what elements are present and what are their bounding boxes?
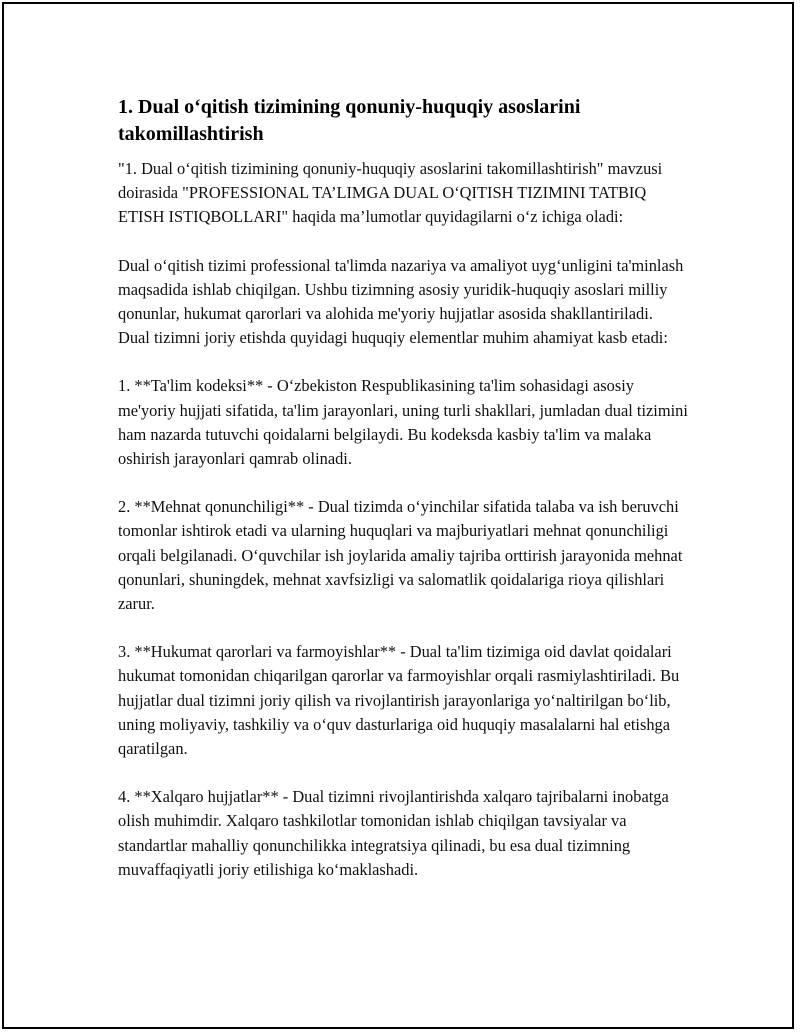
list-item-labor-law: 2. **Mehnat qonunchiligi** - Dual tizimda o‘yinchilar sifatida talaba va ish beruvchi tomonlar ishtirok etadi va ularning huquqlari va majburiyatlari mehnat qonunchiligi orqali belgilanadi. O‘quvchilar ish joylarida amaliy tajriba orttirish jarayonida mehnat qonunlari, shuningdek, mehnat xavfsizligi va salomatlik qoidalariga rioya qilishlari zarur. [118, 497, 683, 614]
list-item-government-decrees: 3. **Hukumat qarorlari va farmoyishlar** - Dual ta'lim tizimiga oid davlat qoidalari hukumat tomonidan chiqarilgan qarorlar va farmoyishlar orqali rasmiylashtiriladi. Bu hujjatlar dual tizimni joriy qilish va rivojlantirish jarayonlariga yo‘naltirilgan bo‘lib, uning moliyaviy, tashkiliy va o‘quv dasturlariga oid huquqiy masalalarni hal etishga qaratilgan. [118, 642, 680, 759]
document-body [118, 94, 688, 906]
intro-paragraph: "1. Dual o‘qitish tizimining qonuniy-huquqiy asoslarini takomillashtirish" mavzusi doirasida "PROFESSIONAL TA’LIMGA DUAL O‘QITISH TIZIMINI TATBIQ ETISH ISTIQBOLLARI" haqida ma’lumotlar quyidagilarni o‘z ichiga oladi: [118, 159, 663, 227]
overview-paragraph: Dual o‘qitish tizimi professional ta'limda nazariya va amaliyot uyg‘unligini ta'minlash maqsadida ishlab chiqilgan. Ushbu tizimning asosiy yuridik-huquqiy asoslari milliy qonunlar, hukumat qarorlari va alohida me'yoriy hujjatlar asosida shakllantiriladi. Dual tizimni joriy etishda quyidagi huquqiy elementlar muhim ahamiyat kasb etadi: [118, 255, 684, 348]
list-item-international-documents: 4. **Xalqaro hujjatlar** - Dual tizimni rivojlantirishda xalqaro tajribalarni inobatga olish muhimdir. Xalqaro tashkilotlar tomonidan ishlab chiqilgan tavsiyalar va standartlar mahalliy qonunchilikka integratsiya qilinadi, bu esa dual tizimning muvaffaqiyatli joriy etilishiga ko‘maklashadi. [118, 787, 669, 879]
list-item-education-code: 1. **Ta'lim kodeksi** - O‘zbekiston Respublikasining ta'lim sohasidagi asosiy me'yoriy hujjati sifatida, ta'lim jarayonlari, uning turli shakllari, jumladan dual tizimini ham nazarda tutuvchi qoidalarni belgilaydi. Bu kodeksda kasbiy ta'lim va malaka oshirish jarayonlari qamrab olinadi. [118, 376, 688, 469]
section-heading: 1. Dual o‘qitish tizimining qonuniy-huquqiy asoslarini takomillashtirish [118, 96, 581, 145]
